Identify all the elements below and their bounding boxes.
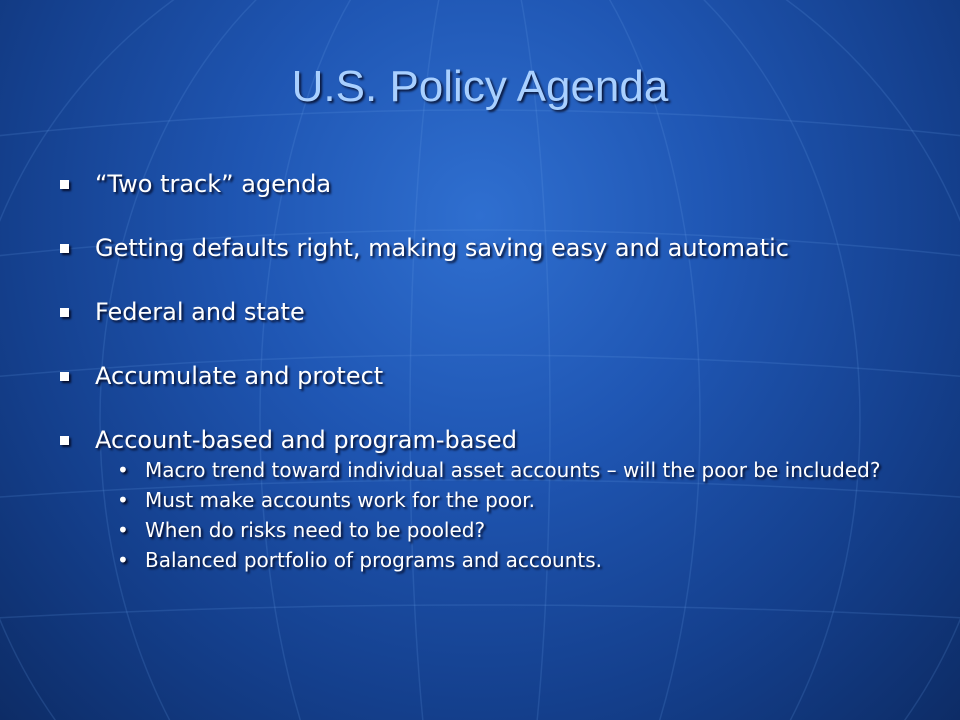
dot-bullet-icon: • [117, 488, 129, 512]
square-bullet-icon [60, 436, 69, 445]
bullet-list [60, 168, 930, 578]
bullet-text: Federal and state [95, 298, 305, 326]
square-bullet-icon [60, 180, 69, 189]
square-bullet-icon [60, 244, 69, 253]
bullet-text: Accumulate and protect [95, 362, 384, 390]
sub-bullet-text: Macro trend toward individual asset accounts – will the poor be included? [145, 458, 881, 482]
dot-bullet-icon: • [117, 518, 129, 542]
bullet-item [60, 360, 930, 392]
sub-bullet-item [103, 458, 930, 482]
square-bullet-icon [60, 308, 69, 317]
bullet-text: “Two track” agenda [95, 170, 332, 198]
sub-bullet-item [103, 518, 930, 542]
bullet-text: Account-based and program-based [95, 426, 517, 454]
bullet-item [60, 232, 930, 264]
sub-bullet-list [95, 458, 930, 572]
sub-bullet-item [103, 548, 930, 572]
bullet-item [60, 424, 930, 572]
sub-bullet-text: Balanced portfolio of programs and accounts. [145, 548, 603, 572]
square-bullet-icon [60, 372, 69, 381]
dot-bullet-icon: • [117, 458, 129, 482]
sub-bullet-item [103, 488, 930, 512]
sub-bullet-text: Must make accounts work for the poor. [145, 488, 535, 512]
dot-bullet-icon: • [117, 548, 129, 572]
sub-bullet-text: When do risks need to be pooled? [145, 518, 486, 542]
bullet-item [60, 168, 930, 200]
bullet-text: Getting defaults right, making saving easy and automatic [95, 234, 789, 262]
bullet-item [60, 296, 930, 328]
slide-title: U.S. Policy Agenda [291, 62, 669, 111]
